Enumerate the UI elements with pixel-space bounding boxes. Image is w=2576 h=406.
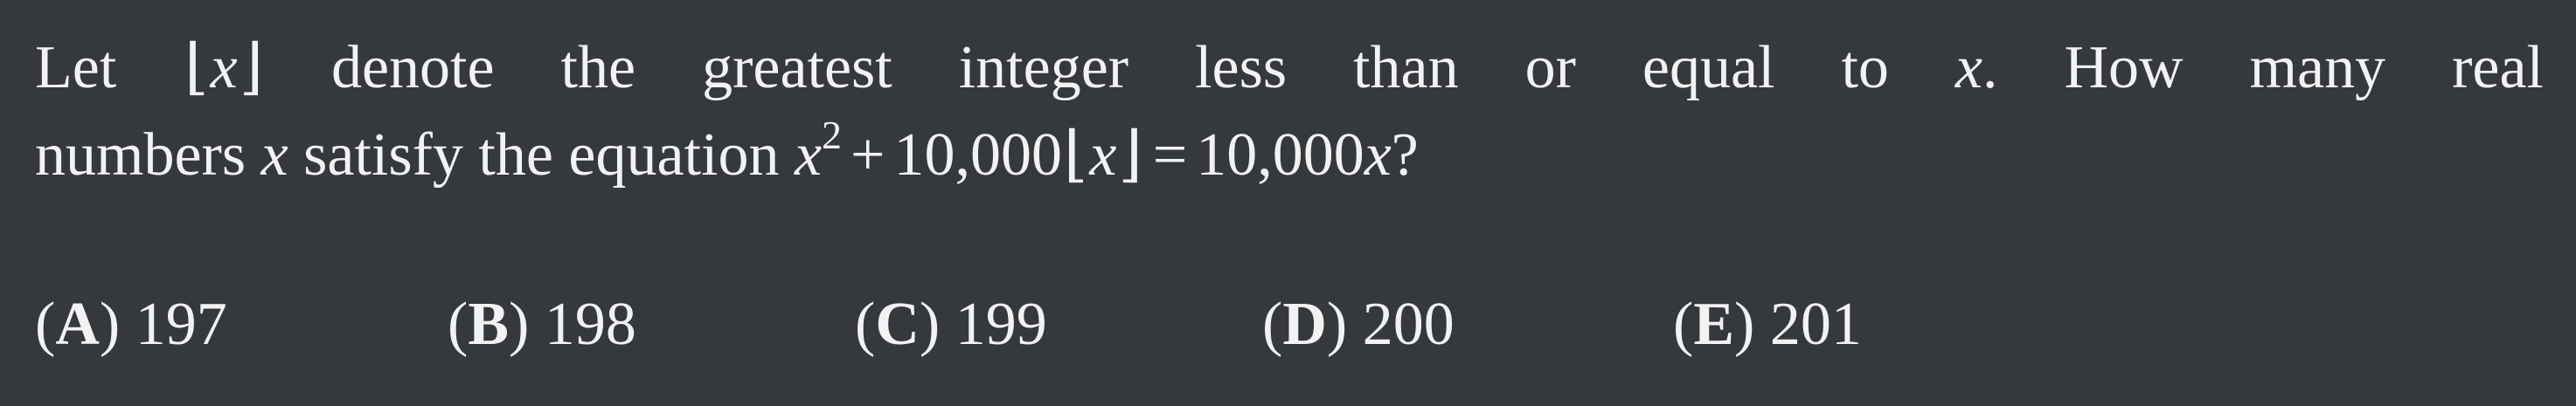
- choice-letter: A: [55, 291, 100, 358]
- math-variable: x: [1089, 121, 1117, 189]
- math-variable: x: [210, 34, 238, 101]
- choice-value: 199: [955, 291, 1047, 358]
- math-variable: x: [1364, 121, 1392, 189]
- problem-text: satisfy the equation: [288, 121, 795, 189]
- choice-d: (D) 200: [1262, 291, 1455, 358]
- problem-text: numbers: [35, 121, 261, 189]
- question-mark: ?: [1391, 121, 1419, 189]
- choice-letter: E: [1693, 291, 1735, 358]
- problem-statement: [35, 24, 2544, 199]
- math-variable: x: [1955, 34, 1982, 101]
- choice-e: (E) 201: [1673, 291, 1862, 358]
- choice-a: (A) 197: [35, 291, 227, 358]
- equals-operator: =: [1152, 121, 1188, 189]
- choice-c: (C) 199: [855, 291, 1047, 358]
- floor-right-bracket: ⌋: [1118, 121, 1142, 189]
- choice-value: 200: [1362, 291, 1455, 358]
- choice-value: 198: [544, 291, 636, 358]
- problem-text: denote the greatest integer less than or equal to: [264, 34, 1955, 101]
- problem-line-1: [35, 24, 2544, 112]
- problem-text: . How many real: [1982, 34, 2544, 101]
- math-number: 10,000: [893, 121, 1063, 189]
- choice-value: 197: [135, 291, 227, 358]
- math-variable: x: [260, 121, 288, 189]
- floor-left-bracket: ⌊: [184, 34, 209, 101]
- problem-line-2: [35, 112, 2544, 199]
- choice-value: 201: [1769, 291, 1862, 358]
- choice-letter: D: [1282, 291, 1327, 358]
- floor-left-bracket: ⌊: [1064, 121, 1088, 189]
- choice-b: (B) 198: [448, 291, 636, 358]
- math-number: 10,000: [1196, 121, 1364, 189]
- floor-right-bracket: ⌋: [239, 34, 263, 101]
- plus-operator: +: [851, 121, 885, 189]
- math-variable: x: [794, 121, 823, 189]
- choice-letter: B: [468, 291, 510, 358]
- math-exponent: 2: [822, 112, 843, 157]
- choice-letter: C: [875, 291, 920, 358]
- problem-text: Let: [35, 34, 184, 101]
